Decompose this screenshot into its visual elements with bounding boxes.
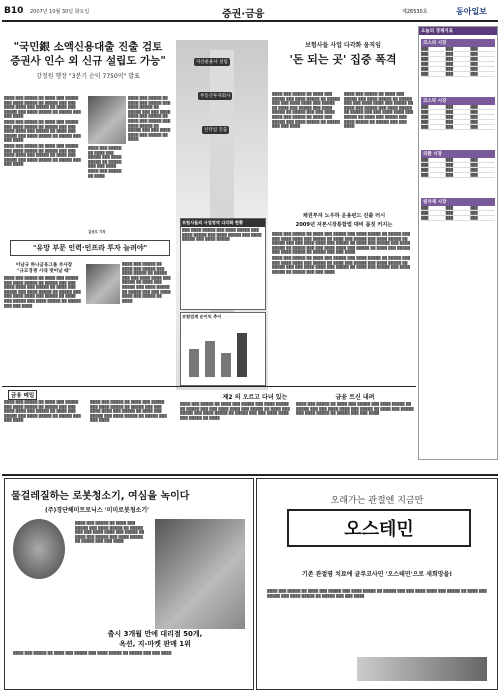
newspaper-logo: 동아일보 (456, 7, 487, 16)
page-header (0, 0, 500, 22)
table-row: ▓▓▓ ▓▓▓ ▓▓▓ (421, 120, 495, 125)
brief-body-col1: ▓▓▓▓ ▓▓▓ ▓▓▓▓▓ ▓▓ ▓▓▓▓ ▓▓▓ ▓▓▓▓▓ ▓▓▓ ▓▓▓▓ ▓▓▓▓▓ ▓▓ ▓▓▓▓▓ ▓▓▓ ▓▓▓ ▓▓▓▓ ▓▓▓▓ ▓▓▓ ▓▓▓▓▓ ▓▓ ▓▓▓▓ ▓▓▓ ▓▓▓▓▓ ▓▓▓ ▓▓▓▓ ▓▓▓▓▓ ▓▓ ▓▓▓▓▓ ▓▓▓ ▓▓▓ ▓▓▓▓ (4, 400, 81, 423)
profit-chart (180, 312, 266, 386)
ad-right-body: ▓▓▓▓ ▓▓▓ ▓▓▓▓▓ ▓▓ ▓▓▓▓ ▓▓▓ ▓▓▓▓▓ ▓▓▓ ▓▓▓▓ ▓▓▓▓▓ ▓▓ ▓▓▓▓▓ ▓▓▓ ▓▓▓ ▓▓▓▓ ▓▓▓▓ ▓▓▓ ▓▓▓▓▓ ▓▓ ▓▓▓▓ ▓▓▓ ▓▓▓▓▓ ▓▓▓ ▓▓▓▓ ▓▓▓▓▓ ▓▓ ▓▓▓▓▓ ▓▓▓ ▓▓▓ ▓▓▓▓ (267, 589, 487, 598)
infographic-box: 보험사들의 사업영역 다각화 현황 ▓▓▓ ▓▓▓▓ ▓▓▓▓▓ ▓▓▓ ▓▓▓▓ ▓▓▓▓▓ ▓▓▓ ▓▓▓▓ ▓▓▓▓▓ ▓▓▓ ▓▓▓▓ ▓▓▓▓▓ ▓▓▓ ▓▓▓▓ ▓▓▓▓▓ ▓▓▓ ▓▓▓▓ ▓▓▓▓▓ (180, 218, 266, 310)
story2-subhead (4, 262, 84, 274)
infographic-label-1: 자산운용사 설립 (196, 60, 228, 65)
story3-body-lower: ▓▓▓▓ ▓▓▓ ▓▓▓▓▓ ▓▓ ▓▓▓▓ ▓▓▓ ▓▓▓▓▓ ▓▓▓ ▓▓▓▓ ▓▓▓▓▓ ▓▓ ▓▓▓▓▓ ▓▓▓ ▓▓▓ ▓▓▓▓ ▓▓▓▓ ▓▓▓ ▓▓▓▓▓ ▓▓ ▓▓▓▓ ▓▓▓ ▓▓▓▓▓ ▓▓▓ ▓▓▓▓ ▓▓▓▓▓ ▓▓ ▓▓▓▓▓ ▓▓▓ ▓▓▓ ▓▓▓▓ ▓▓▓▓ ▓▓▓ ▓▓▓▓▓ ▓▓ ▓▓▓▓ ▓▓▓ ▓▓▓▓▓ ▓▓▓ ▓▓▓▓ ▓▓▓▓▓ ▓▓ ▓▓▓▓▓ ▓▓▓ ▓▓▓ ▓▓▓▓ ▓▓▓▓ ▓▓▓ ▓▓▓▓▓ ▓▓ ▓▓▓▓ ▓▓▓ ▓▓▓▓▓ ▓▓▓ ▓▓▓▓ ▓▓▓▓▓ ▓▓ ▓▓▓▓▓ ▓▓▓ ▓▓▓ ▓▓▓▓ ▓▓▓▓ ▓▓▓ ▓▓▓▓▓ ▓▓ ▓▓▓▓ ▓▓▓ ▓▓▓▓▓ ▓▓▓ ▓▓▓▓ ▓▓▓▓▓ ▓▓ ▓▓▓▓▓ ▓▓▓ ▓▓▓ ▓▓▓▓ ▓▓▓▓ ▓▓▓ ▓▓▓▓▓ ▓▓ ▓▓▓▓ ▓▓▓ ▓▓▓▓▓ ▓▓▓ ▓▓▓▓ ▓▓▓▓▓ ▓▓ ▓▓▓▓▓ ▓▓▓ ▓▓▓ ▓▓▓▓ ▓▓▓▓ ▓▓▓ ▓▓▓▓▓ ▓▓ ▓▓▓▓ ▓▓▓ ▓▓▓▓▓ ▓▓▓ ▓▓▓▓ ▓▓▓▓▓ ▓▓ ▓▓▓▓▓ ▓▓▓ ▓▓▓ ▓▓▓▓ (272, 232, 411, 274)
infographic-label-2: 부동산투자회사 (200, 94, 231, 99)
issue-number: 제26530호 (402, 9, 428, 15)
ad-left-person-photo (155, 519, 245, 629)
sidebar-section-kosdaq: 코스닥 시장 (421, 97, 495, 105)
chart-bar (189, 349, 199, 377)
issue-date: 2007년 10월 30일 화요일 (30, 9, 90, 15)
story3-body-col1: ▓▓▓▓ ▓▓▓ ▓▓▓▓▓ ▓▓ ▓▓▓▓ ▓▓▓ ▓▓▓▓▓ ▓▓▓ ▓▓▓▓ ▓▓▓▓▓ ▓▓ ▓▓▓▓▓ ▓▓▓ ▓▓▓ ▓▓▓▓ ▓▓▓▓ ▓▓▓ ▓▓▓▓▓ ▓▓ ▓▓▓▓ ▓▓▓ ▓▓▓▓▓ ▓▓▓ ▓▓▓▓ ▓▓▓▓▓ ▓▓ ▓▓▓▓▓ ▓▓▓ ▓▓▓ ▓▓▓▓ ▓▓▓▓ ▓▓▓ ▓▓▓▓▓ ▓▓ ▓▓▓▓ ▓▓▓ ▓▓▓▓▓ ▓▓▓ ▓▓▓▓ ▓▓▓▓▓ ▓▓ ▓▓▓▓▓ ▓▓▓ ▓▓▓ ▓▓▓▓ (272, 92, 340, 129)
story1-body-col1: ▓▓▓▓ ▓▓▓ ▓▓▓▓▓ ▓▓ ▓▓▓▓ ▓▓▓ ▓▓▓▓▓ ▓▓▓ ▓▓▓▓ ▓▓▓▓▓ ▓▓ ▓▓▓▓▓ ▓▓▓ ▓▓▓ ▓▓▓▓ ▓▓▓▓ ▓▓▓ ▓▓▓▓▓ ▓▓ ▓▓▓▓ ▓▓▓ ▓▓▓▓▓ ▓▓▓ ▓▓▓▓ ▓▓▓▓▓ ▓▓ ▓▓▓▓▓ ▓▓▓ ▓▓▓ ▓▓▓▓ ▓▓▓▓ ▓▓▓ ▓▓▓▓▓ ▓▓ ▓▓▓▓ ▓▓▓ ▓▓▓▓▓ ▓▓▓ ▓▓▓▓ ▓▓▓▓▓ ▓▓ ▓▓▓▓▓ ▓▓▓ ▓▓▓ ▓▓▓▓ ▓▓▓▓ ▓▓▓ ▓▓▓▓▓ ▓▓ ▓▓▓▓ ▓▓▓ ▓▓▓▓▓ ▓▓▓ ▓▓▓▓ ▓▓▓▓▓ ▓▓ ▓▓▓▓▓ ▓▓▓ ▓▓▓ ▓▓▓▓ ▓▓▓▓ ▓▓▓ ▓▓▓▓▓ ▓▓ ▓▓▓▓ ▓▓▓ ▓▓▓▓▓ ▓▓▓ ▓▓▓▓ ▓▓▓▓▓ ▓▓ ▓▓▓▓▓ ▓▓▓ ▓▓▓ ▓▓▓▓ ▓▓▓▓ ▓▓▓ ▓▓▓▓▓ ▓▓ ▓▓▓▓ ▓▓▓ ▓▓▓▓▓ ▓▓▓ ▓▓▓▓ ▓▓▓▓▓ ▓▓ ▓▓▓▓▓ ▓▓▓ ▓▓▓ ▓▓▓▓ (4, 96, 81, 167)
story3-subhead-line1: 채권투자 노우하 운용펀드 진출 러시 (302, 213, 386, 219)
story2-quote-box (10, 240, 170, 256)
story1-headline (4, 40, 172, 80)
ad-left-footer: ▓▓▓▓ ▓▓▓ ▓▓▓▓▓ ▓▓ ▓▓▓▓ ▓▓▓ ▓▓▓▓▓ ▓▓▓ ▓▓▓▓ ▓▓▓▓▓ ▓▓ ▓▓▓▓▓ ▓▓▓ ▓▓▓ ▓▓▓▓ (13, 651, 172, 655)
story3-body-col2: ▓▓▓▓ ▓▓▓ ▓▓▓▓▓ ▓▓ ▓▓▓▓ ▓▓▓ ▓▓▓▓▓ ▓▓▓ ▓▓▓▓ ▓▓▓▓▓ ▓▓ ▓▓▓▓▓ ▓▓▓ ▓▓▓ ▓▓▓▓ ▓▓▓▓ ▓▓▓ ▓▓▓▓▓ ▓▓ ▓▓▓▓ ▓▓▓ ▓▓▓▓▓ ▓▓▓ ▓▓▓▓ ▓▓▓▓▓ ▓▓ ▓▓▓▓▓ ▓▓▓ ▓▓▓ ▓▓▓▓ ▓▓▓▓ ▓▓▓ ▓▓▓▓▓ ▓▓ ▓▓▓▓ ▓▓▓ ▓▓▓▓▓ ▓▓▓ ▓▓▓▓ ▓▓▓▓▓ ▓▓ ▓▓▓▓▓ ▓▓▓ ▓▓▓ ▓▓▓▓ (344, 92, 414, 129)
story1-byline: 김선우 기자 (88, 230, 106, 235)
chart-bar (237, 333, 247, 377)
chart-bar (205, 341, 215, 377)
story3-kicker: 보험사들 사업 다각화 움직임 (305, 42, 381, 49)
table-row: ▓▓▓ ▓▓▓ ▓▓▓ (421, 211, 495, 216)
story1-headline-line2: 증권사 인수 외 신규 설립도 가능" (10, 55, 166, 67)
story1-subhead: 강정원 행장 "3분기 순익 7750억" 발표 (36, 73, 140, 80)
product-box-image (357, 657, 487, 681)
table-row: ▓▓▓ ▓▓▓ ▓▓▓ (421, 47, 495, 52)
profit-chart-title: 보험업계 순이익 추이 (182, 314, 222, 319)
table-row: ▓▓▓ ▓▓▓ ▓▓▓ (421, 57, 495, 62)
page-number: B10 (4, 6, 24, 16)
table-row: ▓▓▓ ▓▓▓ ▓▓▓ (421, 110, 495, 115)
story3-subhead-line2: 2009년 자본시장통합법 대비 몸짓 커지는 (295, 222, 393, 228)
table-row: ▓▓▓ ▓▓▓ ▓▓▓ (421, 115, 495, 120)
story2-subhead-line2: "규모경쟁 시대 벗어날 때" (17, 269, 71, 274)
table-row: ▓▓▓ ▓▓▓ ▓▓▓ (421, 216, 495, 221)
ad-right-tagline: 오래가는 관절엔 지금만 (330, 496, 424, 506)
story2-quote: "유망 부문 인력·인프라 투자 늘려야" (32, 244, 148, 252)
ad-left-copy-line1: 출시 3개월 만에 대리점 50개, (107, 630, 203, 638)
header-rule (2, 20, 498, 22)
ad-left (4, 478, 254, 690)
table-row: ▓▓▓ ▓▓▓ ▓▓▓ (421, 163, 495, 168)
brief-body-col2: ▓▓▓▓ ▓▓▓ ▓▓▓▓▓ ▓▓ ▓▓▓▓ ▓▓▓ ▓▓▓▓▓ ▓▓▓ ▓▓▓▓ ▓▓▓▓▓ ▓▓ ▓▓▓▓▓ ▓▓▓ ▓▓▓ ▓▓▓▓ ▓▓▓▓ ▓▓▓ ▓▓▓▓▓ ▓▓ ▓▓▓▓ ▓▓▓ ▓▓▓▓▓ ▓▓▓ ▓▓▓▓ ▓▓▓▓▓ ▓▓ ▓▓▓▓▓ ▓▓▓ ▓▓▓ ▓▓▓▓ (90, 400, 167, 423)
story2-photo (86, 264, 120, 304)
ad-left-copy-line2: 옥션, 지-마켓 판매 1위 (119, 640, 191, 648)
brief-title: 금융 메일 (8, 390, 37, 400)
ad-left-body: ▓▓▓▓ ▓▓▓ ▓▓▓▓▓ ▓▓ ▓▓▓▓ ▓▓▓ ▓▓▓▓▓ ▓▓▓ ▓▓▓▓ ▓▓▓▓▓ ▓▓ ▓▓▓▓▓ ▓▓▓ ▓▓▓ ▓▓▓▓ ▓▓▓▓ ▓▓▓ ▓▓▓▓▓ ▓▓ ▓▓▓▓ ▓▓▓ ▓▓▓▓▓ ▓▓▓ ▓▓▓▓ ▓▓▓▓▓ ▓▓ ▓▓▓▓▓ ▓▓▓ ▓▓▓ ▓▓▓▓ (75, 521, 145, 544)
infographic-label-3: 신탁업 진출 (204, 128, 228, 133)
table-row: ▓▓▓ ▓▓▓ ▓▓▓ (421, 72, 495, 77)
ad-right-copy: 기존 관절염 치료에 글루코사민 '오스테민'으로 새희망을! (301, 571, 453, 578)
chart-bar (221, 353, 231, 377)
table-row: ▓▓▓ ▓▓▓ ▓▓▓ (421, 168, 495, 173)
ad-left-company: (주)경단헤미트로닉스 '미미로봇청소기' (45, 507, 149, 514)
ad-left-copy (65, 629, 245, 649)
table-row: ▓▓▓ ▓▓▓ ▓▓▓ (421, 173, 495, 178)
sidebar-indicators (418, 26, 498, 460)
ad-rule (2, 474, 498, 476)
table-row: ▓▓▓ ▓▓▓ ▓▓▓ (421, 52, 495, 57)
story2-subhead-line1: 이남규 하나금융그룹 부사장 (15, 263, 73, 268)
story3-title: '돈 되는 곳' 집중 폭격 (289, 53, 397, 66)
table-row: ▓▓▓ ▓▓▓ ▓▓▓ (421, 105, 495, 110)
table-row: ▓▓▓ ▓▓▓ ▓▓▓ (421, 125, 495, 130)
table-row: ▓▓▓ ▓▓▓ ▓▓▓ (421, 206, 495, 211)
sidebar-section-fx: 외환 시장 (421, 150, 495, 158)
column-right-title: 금융 트신 내려 (335, 394, 375, 401)
story2-body-col1: ▓▓▓▓ ▓▓▓ ▓▓▓▓▓ ▓▓ ▓▓▓▓ ▓▓▓ ▓▓▓▓▓ ▓▓▓ ▓▓▓▓ ▓▓▓▓▓ ▓▓ ▓▓▓▓▓ ▓▓▓ ▓▓▓ ▓▓▓▓ ▓▓▓▓ ▓▓▓ ▓▓▓▓▓ ▓▓ ▓▓▓▓ ▓▓▓ ▓▓▓▓▓ ▓▓▓ ▓▓▓▓ ▓▓▓▓▓ ▓▓ ▓▓▓▓▓ ▓▓▓ ▓▓▓ ▓▓▓▓ ▓▓▓▓ ▓▓▓ ▓▓▓▓▓ ▓▓ ▓▓▓▓ ▓▓▓ ▓▓▓▓▓ ▓▓▓ ▓▓▓▓ ▓▓▓▓▓ ▓▓ ▓▓▓▓▓ ▓▓▓ ▓▓▓ ▓▓▓▓ (4, 276, 81, 308)
infographic-panel (176, 40, 268, 390)
section-rule (2, 386, 416, 387)
ad-right (256, 478, 498, 690)
table-row: ▓▓▓ ▓▓▓ ▓▓▓ (421, 62, 495, 67)
story2-body-col2: ▓▓▓▓ ▓▓▓ ▓▓▓▓▓ ▓▓ ▓▓▓▓ ▓▓▓ ▓▓▓▓▓ ▓▓▓ ▓▓▓▓ ▓▓▓▓▓ ▓▓ ▓▓▓▓▓ ▓▓▓ ▓▓▓ ▓▓▓▓ ▓▓▓▓ ▓▓▓ ▓▓▓▓▓ ▓▓ ▓▓▓▓ ▓▓▓ ▓▓▓▓▓ ▓▓▓ ▓▓▓▓ ▓▓▓▓▓ ▓▓ ▓▓▓▓▓ ▓▓▓ ▓▓▓ ▓▓▓▓ ▓▓▓▓ ▓▓▓ ▓▓▓▓▓ ▓▓ ▓▓▓▓ (122, 262, 171, 303)
story3-subhead (274, 212, 414, 228)
sidebar-section-kospi: 코스피 시장 (421, 39, 495, 47)
ad-right-product: 오스테민 (287, 509, 471, 547)
table-row: ▓▓▓ ▓▓▓ ▓▓▓ (421, 158, 495, 163)
section-title: 증권·금융 (222, 9, 265, 20)
ad-left-headline: 물걸레질하는 로봇청소기, 여심을 녹이다 (11, 491, 190, 502)
column-right-body: ▓▓▓▓ ▓▓▓ ▓▓▓▓▓ ▓▓ ▓▓▓▓ ▓▓▓ ▓▓▓▓▓ ▓▓▓ ▓▓▓▓ ▓▓▓▓▓ ▓▓ ▓▓▓▓▓ ▓▓▓ ▓▓▓ ▓▓▓▓ ▓▓▓▓ ▓▓▓ ▓▓▓▓▓ ▓▓ ▓▓▓▓ ▓▓▓ ▓▓▓▓▓ ▓▓▓ ▓▓▓▓ ▓▓▓▓▓ ▓▓ ▓▓▓▓▓ ▓▓▓ ▓▓▓ ▓▓▓▓ (296, 402, 414, 416)
story1-body-col3: ▓▓▓▓ ▓▓▓ ▓▓▓▓▓ ▓▓ ▓▓▓▓ ▓▓▓ ▓▓▓▓▓ ▓▓▓ ▓▓▓▓ ▓▓▓▓▓ ▓▓ ▓▓▓▓▓ ▓▓▓ ▓▓▓ ▓▓▓▓ ▓▓▓▓ ▓▓▓ ▓▓▓▓▓ ▓▓ ▓▓▓▓ 김선우 기자 (88, 146, 122, 235)
story1-photo (88, 96, 126, 144)
column-title: 제2 의 오르고 다녀 있는 (222, 394, 288, 401)
table-row: ▓▓▓ ▓▓▓ ▓▓▓ (421, 67, 495, 72)
story1-body-col2: ▓▓▓▓ ▓▓▓ ▓▓▓▓▓ ▓▓ ▓▓▓▓ ▓▓▓ ▓▓▓▓▓ ▓▓▓ ▓▓▓▓ ▓▓▓▓▓ ▓▓ ▓▓▓▓▓ ▓▓▓ ▓▓▓ ▓▓▓▓ ▓▓▓▓ ▓▓▓ ▓▓▓▓▓ ▓▓ ▓▓▓▓ ▓▓▓ ▓▓▓▓▓ ▓▓▓ ▓▓▓▓ ▓▓▓▓▓ ▓▓ ▓▓▓▓▓ ▓▓▓ ▓▓▓ ▓▓▓▓ ▓▓▓▓ ▓▓▓ ▓▓▓▓▓ ▓▓ ▓▓▓▓ (128, 96, 171, 142)
story1-headline-line1: "국민銀 소액신용대출 진출 검토 (13, 41, 163, 53)
story3-headline (272, 40, 414, 67)
sidebar-section-commodities: 원자재 시장 (421, 198, 495, 206)
robot-cleaner-image (13, 519, 65, 579)
infographic-box-title: 보험사들의 사업영역 다각화 현황 (181, 219, 265, 227)
column-body: ▓▓▓▓ ▓▓▓ ▓▓▓▓▓ ▓▓ ▓▓▓▓ ▓▓▓ ▓▓▓▓▓ ▓▓▓ ▓▓▓▓ ▓▓▓▓▓ ▓▓ ▓▓▓▓▓ ▓▓▓ ▓▓▓ ▓▓▓▓ ▓▓▓▓ ▓▓▓ ▓▓▓▓▓ ▓▓ ▓▓▓▓ ▓▓▓ ▓▓▓▓▓ ▓▓▓ ▓▓▓▓ ▓▓▓▓▓ ▓▓ ▓▓▓▓▓ ▓▓▓ ▓▓▓ ▓▓▓▓ ▓▓▓▓ ▓▓▓ ▓▓▓▓▓ ▓▓ ▓▓▓▓ (180, 402, 290, 420)
sidebar-title: 오늘의 경제지표 (419, 27, 497, 35)
